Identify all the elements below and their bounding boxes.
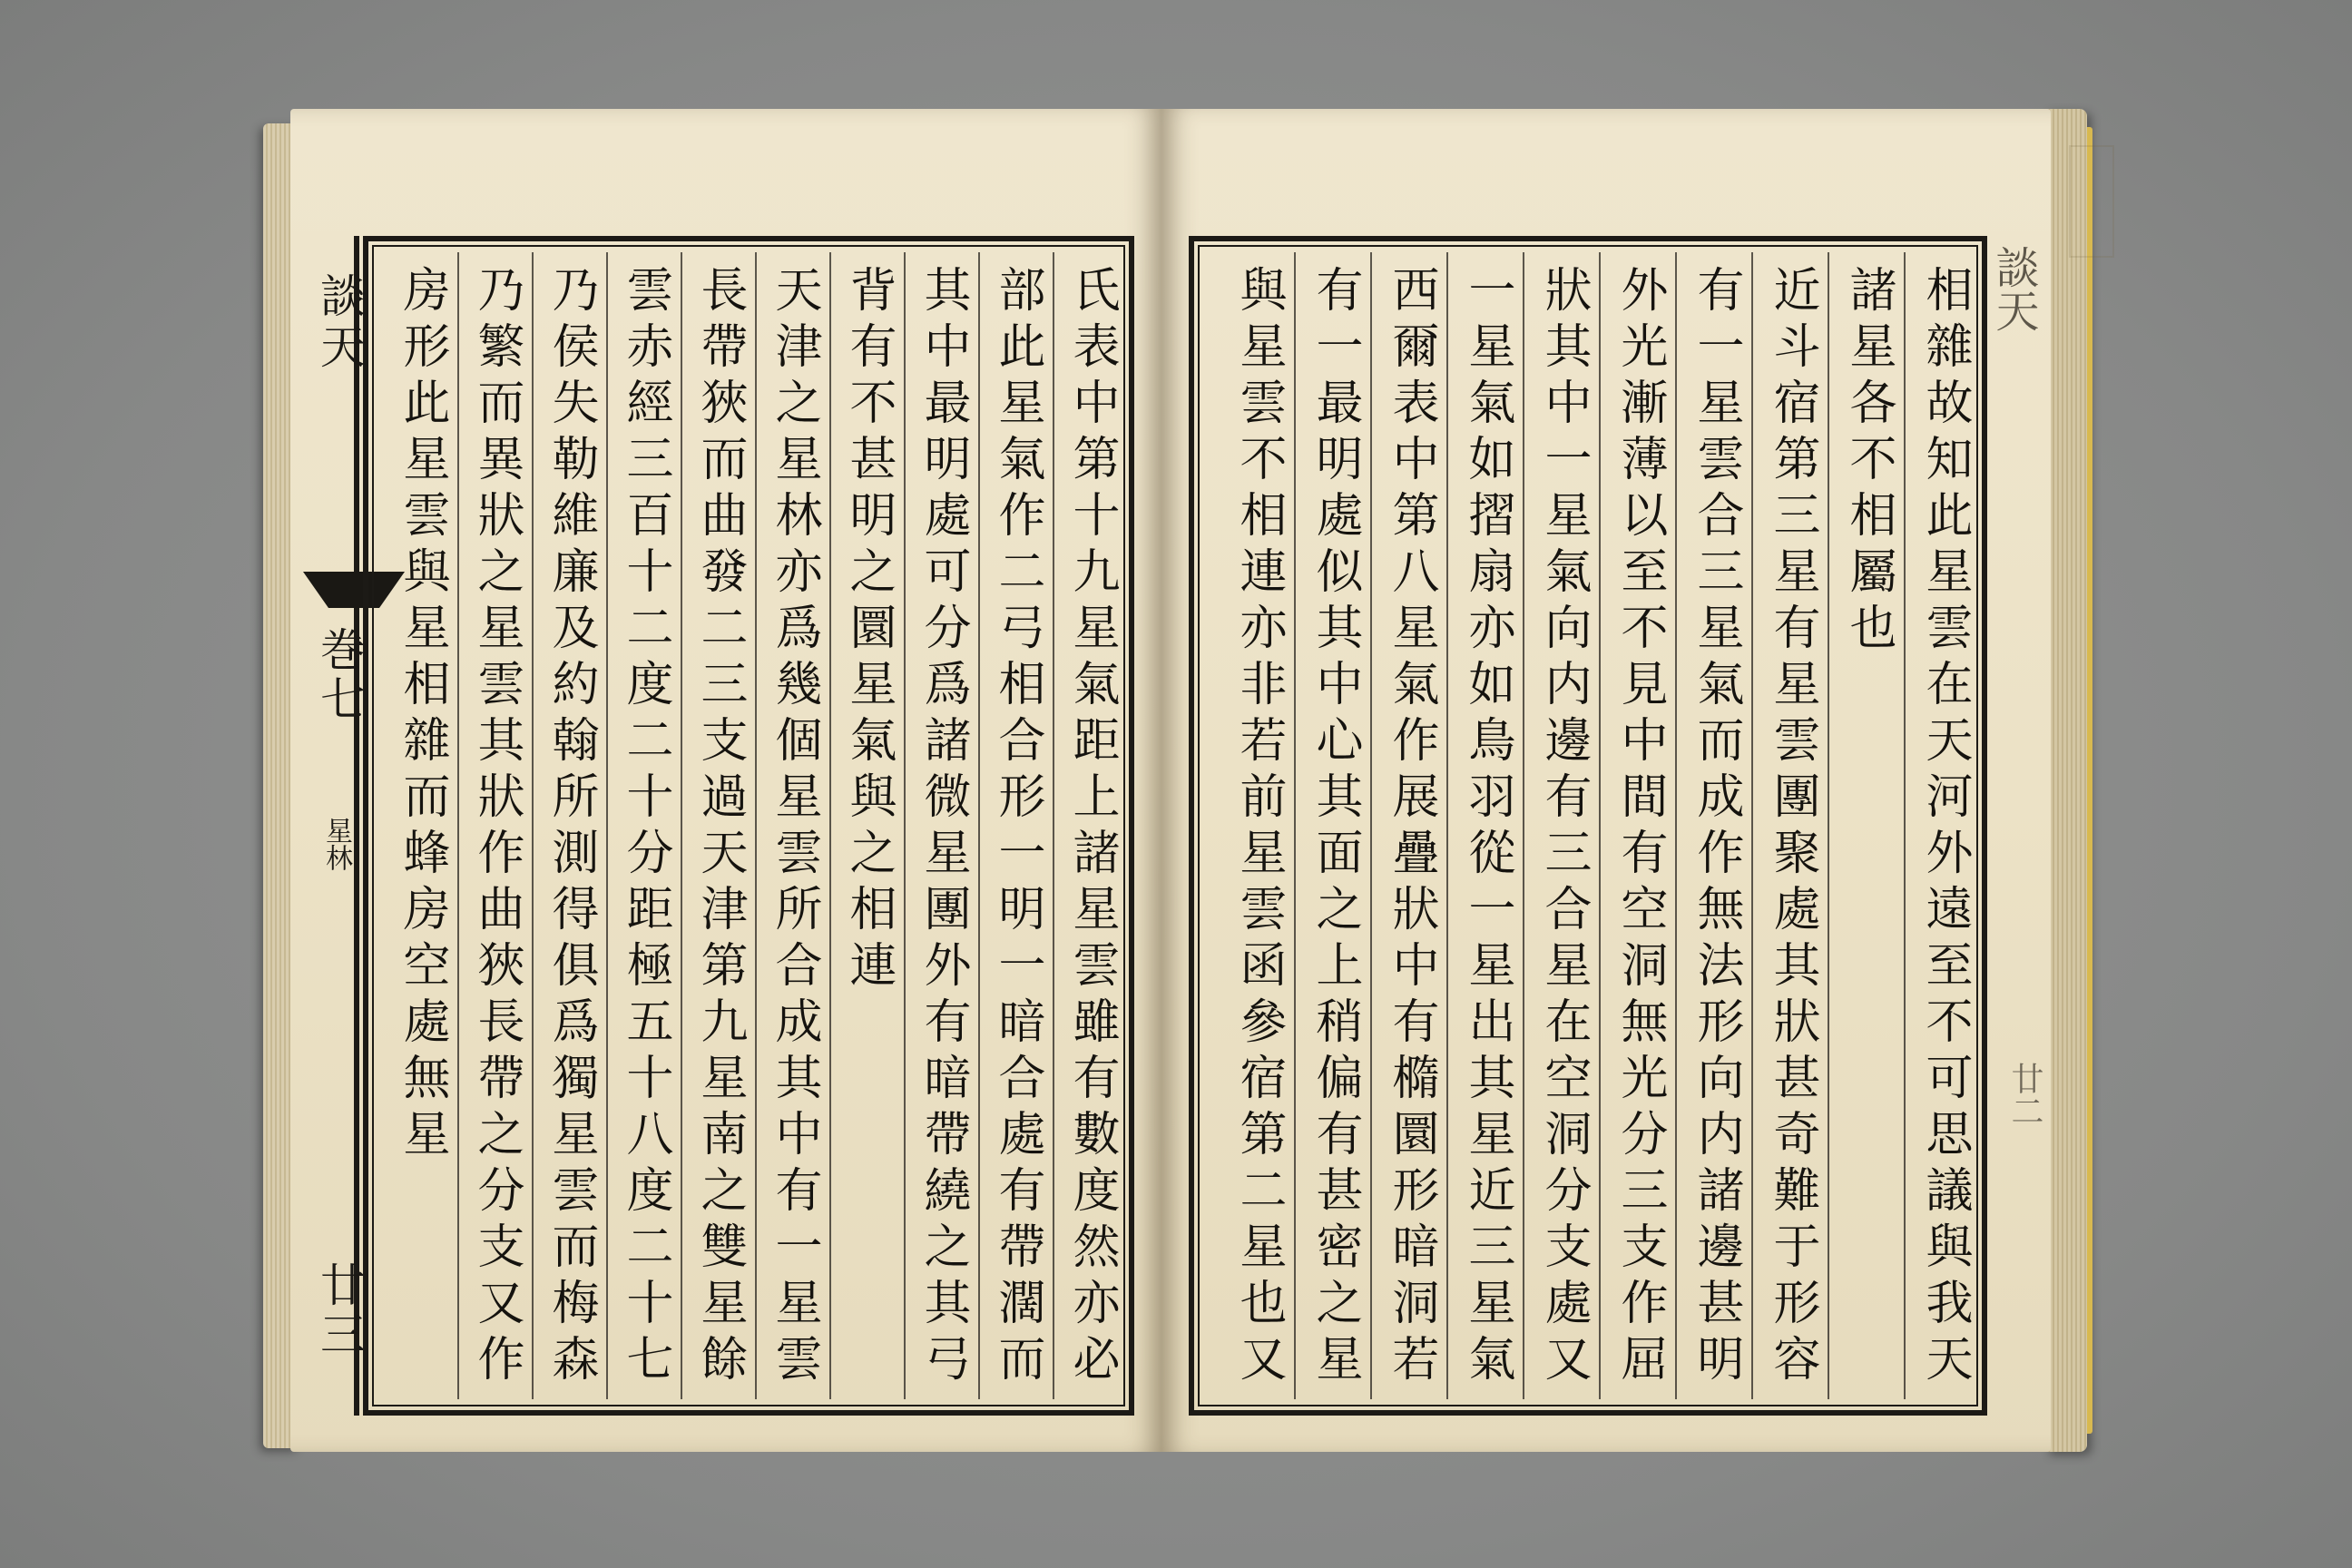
column-rule xyxy=(755,252,757,1399)
column-rule xyxy=(1523,252,1524,1399)
column-rule xyxy=(829,252,831,1399)
library-stamp xyxy=(2069,145,2114,258)
text-column: 長帶狹而曲發二三支過天津第九星南之雙星餘 xyxy=(692,265,747,1390)
column-rule xyxy=(1053,252,1054,1399)
column-rule xyxy=(1370,252,1372,1399)
text-column: 有一最明處似其中心其面之上稍偏有甚密之星 xyxy=(1308,265,1362,1390)
margin-page-number: 廿三 xyxy=(313,1261,366,1359)
margin-volume: 巻七 xyxy=(313,626,366,724)
column-rule xyxy=(1675,252,1677,1399)
column-rule xyxy=(681,252,682,1399)
text-column: 與星雲不相連亦非若前星雲函參宿第二星也又 xyxy=(1231,265,1286,1390)
column-rule xyxy=(1446,252,1448,1399)
text-column: 諸星各不相屬也 xyxy=(1841,265,1896,659)
right-page xyxy=(1161,109,2051,1452)
edge-page-number: 廿二 xyxy=(2006,1062,2043,1127)
column-rule xyxy=(1294,252,1296,1399)
column-rule xyxy=(1904,252,1906,1399)
text-column: 乃侯失勒維廉及約翰所測得俱爲獨星雲而梅森 xyxy=(544,265,598,1390)
left-text-frame xyxy=(363,236,1134,1416)
text-column: 房形此星雲與星相雜而蜂房空處無星 xyxy=(395,265,449,1165)
text-column: 有一星雲合三星氣而成作無法形向内諸邊甚明 xyxy=(1689,265,1743,1390)
column-rule xyxy=(532,252,534,1399)
column-rule xyxy=(1828,252,1829,1399)
text-column: 天津之星林亦爲幾個星雲所合成其中有一星雲 xyxy=(767,265,821,1390)
left-page xyxy=(290,109,1161,1452)
open-book xyxy=(263,100,2087,1470)
text-column: 西爾表中第八星氣作展疊狀中有橢圜形暗洞若 xyxy=(1384,265,1438,1390)
text-column: 乃繁而異狀之星雲其狀作曲狹長帶之分支又作 xyxy=(469,265,524,1390)
text-column: 其中最明處可分爲諸微星團外有暗帶繞之其弓 xyxy=(916,265,970,1390)
right-text-frame xyxy=(1189,236,1987,1416)
text-column: 相雜故知此星雲在天河外遠至不可思議與我天 xyxy=(1917,265,1972,1390)
text-column: 外光漸薄以至不見中間有空洞無光分三支作屈 xyxy=(1612,265,1667,1390)
text-column: 雲赤經三百十二度二十分距極五十八度二十七 xyxy=(618,265,672,1390)
text-column: 氏表中第十九星氣距上諸星雲雖有數度然亦必 xyxy=(1064,265,1119,1390)
text-column: 狀其中一星氣向内邊有三合星在空洞分支處又 xyxy=(1536,265,1591,1390)
margin-title: 談天 xyxy=(313,272,366,374)
edge-title: 談天 xyxy=(1988,245,2039,332)
column-rule xyxy=(606,252,608,1399)
margin-section: 星林 xyxy=(320,817,352,871)
column-rule xyxy=(1599,252,1601,1399)
text-column: 部此星氣作二弓相合形一明一暗合處有帶濶而 xyxy=(990,265,1044,1390)
column-rule xyxy=(904,252,906,1399)
column-rule xyxy=(978,252,980,1399)
text-column: 近斗宿第三星有星雲團聚處其狀甚奇難于形容 xyxy=(1765,265,1819,1390)
text-column: 一星氣如摺扇亦如鳥羽從一星出其星近三星氣 xyxy=(1460,265,1514,1390)
left-margin-column xyxy=(299,236,366,1416)
text-column: 背有不甚明之圜星氣與之相連 xyxy=(841,265,896,996)
column-rule xyxy=(1751,252,1753,1399)
column-rule xyxy=(457,252,459,1399)
right-page-edges xyxy=(2045,109,2087,1452)
